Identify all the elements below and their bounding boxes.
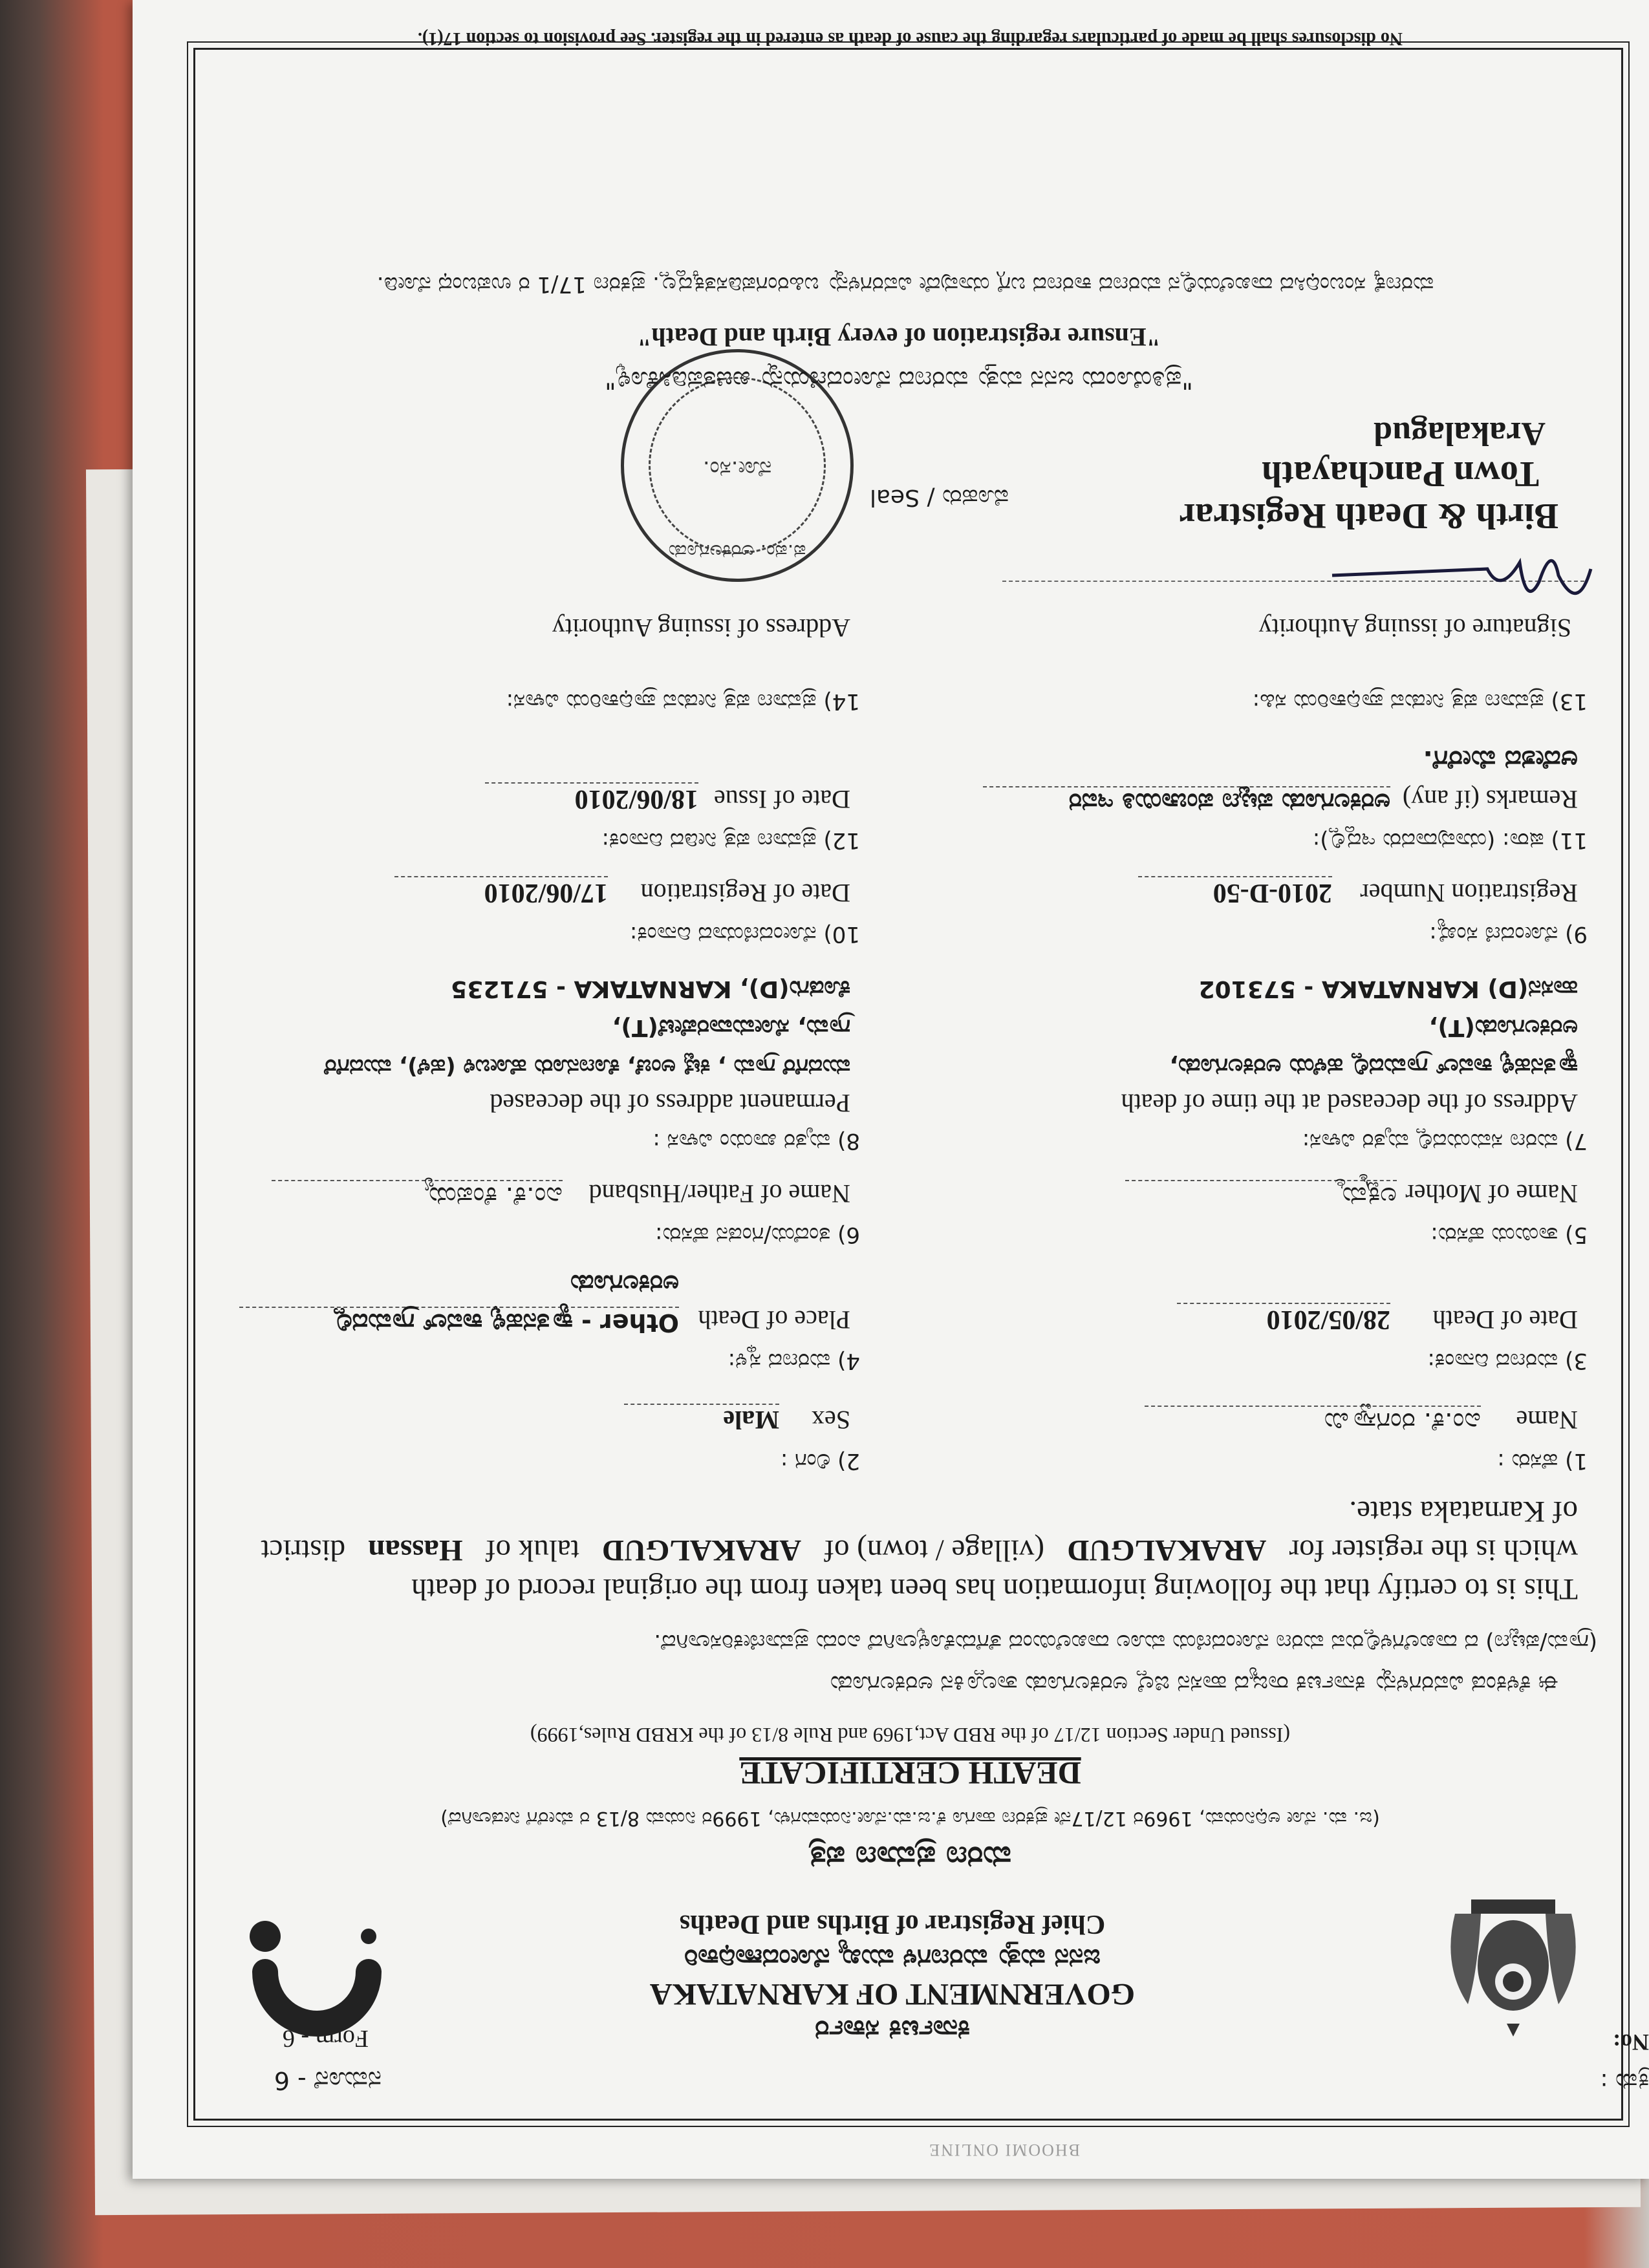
issue-date-label: Date of Issue <box>713 785 850 814</box>
slogan-en: "Ensure registration of every Birth and Death" <box>637 323 1161 352</box>
registration-date-label: Date of Registration <box>640 879 850 908</box>
registrar-title-en: Chief Registrar of Births and Deaths <box>679 1909 1106 1939</box>
footer-note-en: No disclosures shall be made of particulars regarding the cause of death as entered in the register. See provision to section 17(1). <box>417 28 1403 48</box>
authority-address-label: Address of issuing Authority <box>552 614 850 643</box>
remarks-value-line2: ಆದೇಶದ ಮೇರೆಗೆ. <box>1423 745 1578 775</box>
certificate-paper <box>133 0 1649 2179</box>
sex-label: Sex <box>812 1406 850 1435</box>
registrar-title-kn: ಜನನ ಮತ್ತು ಮರಣಗಳ ಮುಖ್ಯ ನೋಂದಣಾಧಿಕಾರಿ <box>684 1943 1101 1973</box>
handwritten-signature-icon <box>1326 530 1597 621</box>
field3-label-kn: 3) ಮರಣದ ದಿನಾಂಕ: <box>1427 1348 1588 1374</box>
name-label: Name <box>1516 1406 1578 1435</box>
form-number-en: Form - 6 <box>283 2025 369 2052</box>
field6-label-kn: 6) ತಂದೆಯ/ಗಂಡನ ಹೆಸರು: <box>655 1222 860 1248</box>
certificate-issued-kn: (ಜ. ಮ. ನೋ ಅಧಿನಿಯಮ, 1969ರ 12/17ನೇ ಪ್ರಕರಣ ಹಾಗೂ ಕೆ.ಜ.ಮ.ನೋ.ನಿಯಮಗಳು, 1999ರ ನಿಯಮ 8/13 ರ ಮೇರೆಗೆ ನೀಡಲಾಗಿದೆ) <box>440 1807 1380 1830</box>
registration-number-label: Registration Number <box>1360 879 1578 908</box>
footer-note-kn: ಮರಣಕ್ಕೆ ಸಂಬಂಧಿಸಿದ ದಾಖಲೆಯಲ್ಲಿನ ಮರಣದ ಕಾರಣದ ಬಗ್ಗೆ ಯಾವುದೇ ವಿವರಗಳನ್ನು ಬಹಿರಂಗಪಡಿಸತಕ್ಕದ್ದಲ್ಲ. ಪ್ರಕರಣ 17/1 ರ ಉಪಬಂಧ ನೋಡಿ. <box>376 272 1434 297</box>
address-at-death-value-2: ಅರಕಲಗೂಡು(T), <box>1428 1014 1578 1041</box>
field7-label-kn: 7) ಮರಣ ಸಮಯದಲ್ಲಿ ಮೃತರ ವಿಳಾಸ: <box>1302 1128 1588 1154</box>
father-name-value: ಎಂ.ಕೆ. ಕೆಂಪಯ್ಯ <box>272 1180 563 1211</box>
district-value: Hassan <box>368 1534 463 1567</box>
permanent-address-value-2: ಗ್ರಾಮ, ಸೋಮವಾರಪೇಟೆ(T), <box>612 1014 850 1041</box>
government-title-en: GOVERNMENT OF KARNATAKA <box>649 1977 1136 2011</box>
certify-line2-kn: (ಗ್ರಾಮ/ಪಟ್ಟಣ) ದ ದಾಖಲೆಗಳಲ್ಲಿರುವ ಮರಣ ನೋಂದಣಿಯ ಮೂಲ ದಾಖಲೆಯಿಂದ ತೆಗೆದುಕೊಳ್ಳಲಾಗಿದೆ ಎಂದು ಪ್ರಮಾಣೀಕರಿಸಲಾಗಿದೆ. <box>654 1629 1597 1655</box>
place-of-death-value: Other - ಕ್ಯಾತನಹಳ್ಳಿ ಕಾವಲ್ ಗ್ರಾಮದಲ್ಲಿ <box>239 1307 679 1337</box>
certify-line2-en <box>261 1533 1578 1568</box>
name-value: ಎಂ.ಕೆ. ರಂಗಸ್ವಾಮಿ <box>1145 1406 1481 1437</box>
field1-label-kn: 1) ಹೆಸರು : <box>1497 1448 1588 1474</box>
seal-ring-text: ಪ.ಪಂ. ಅರಕಲಗೂಡು <box>668 540 806 562</box>
certify-text-d: district <box>261 1534 346 1567</box>
slogan-kn: "ಪ್ರತಿಯೊಂದು ಜನನ ಮತ್ತು ಮರಣದ ನೋಂದಣಿಯನ್ನು ಖಚಿತಪಡಿಸಿಕೊಳ್ಳಿ" <box>605 366 1193 394</box>
seal-label: ಮೊಹರು / Seal <box>869 484 1009 511</box>
field12-label-kn: 12) ಪ್ರಮಾಣ ಪತ್ರ ನೀಡಿದ ದಿನಾಂಕ: <box>601 828 860 853</box>
field5-label-kn: 5) ತಾಯಿಯ ಹೆಸರು: <box>1430 1222 1588 1248</box>
permanent-address-value-3: ಕೊಡಗು(D), KARNATAKA - 571235 <box>451 976 850 1002</box>
address-at-death-label: Address of the deceased at the time of death <box>1121 1089 1578 1118</box>
authority-line2: Town Panchayath <box>1262 454 1539 494</box>
field14-label-kn: 14) ಪ್ರಮಾಣ ಪತ್ರ ನೀಡುವ ಪ್ರಾಧಿಕಾರಿಯ ವಿಳಾಸ: <box>506 689 860 714</box>
field9-label-kn: 9) ನೋಂದಣಿ ಸಂಖ್ಯೆ: <box>1429 921 1588 947</box>
field10-label-kn: 10) ನೋಂದಣಿಯಾದ ದಿನಾಂಕ: <box>629 921 860 947</box>
certificate-title-en: DEATH CERTIFICATE <box>739 1755 1081 1792</box>
field2-label-kn: 2) ಲಿಂಗ : <box>780 1448 860 1474</box>
village-value: ARAKALGUD <box>1067 1534 1267 1567</box>
certificate-issued-en: (Issued Under Section 12/17 of the RBD Act,1969 and Rule 8/13 of the KRBD Rules,1999) <box>530 1724 1290 1747</box>
watermark-text: BHOOMI ONLINE <box>928 2141 1080 2159</box>
sex-value: Male <box>624 1404 779 1435</box>
place-of-death-value-line2: ಅರಕಲಗೂಡು <box>570 1270 679 1298</box>
field8-label-kn: 8) ಮೃತರ ಖಾಯಂ ವಿಳಾಸ : <box>652 1128 860 1154</box>
mother-name-label: Name of Mother <box>1405 1179 1578 1208</box>
form-number-kn: ನಮೂನೆ - 6 <box>274 2066 382 2095</box>
permanent-address-label: Permanent address of the deceased <box>490 1089 850 1118</box>
government-title-kn: ಕರ್ನಾಟಕ ಸರ್ಕಾರ <box>815 2015 970 2046</box>
seal-code-text: ನೋ.ಸಂ. <box>702 456 772 482</box>
issue-date-value: 18/06/2010 <box>485 782 698 815</box>
signature-label: Signature of issuing Authority <box>1258 614 1571 643</box>
field4-label-kn: 4) ಮರಣದ ಸ್ಥಳ: <box>727 1348 860 1374</box>
field11-label-kn: 11) ಷರಾ: (ಯಾವುದಾದರು ಇದ್ದಲ್ಲಿ): <box>1312 828 1588 853</box>
father-name-label: Name of Father/Husband <box>588 1179 850 1208</box>
certify-text-a: which is the register for <box>1289 1534 1578 1567</box>
authority-line3: Arakalagud <box>1374 415 1546 452</box>
certificate-title-kn: ಮರಣ ಪ್ರಮಾಣ ಪತ್ರ <box>809 1840 1011 1875</box>
registration-date-value: 17/06/2010 <box>394 876 608 908</box>
address-at-death-value-3: ಹಾಸನ(D) KARNATAKA - 573102 <box>1198 976 1578 1002</box>
certify-text-b: (village / town) of <box>824 1534 1044 1567</box>
certify-line1-kn: ಈ ಕೆಳಕಂಡ ವಿವರಗಳನ್ನು ಕರ್ನಾಟಕ ರಾಜ್ಯದ ಹಾಸನ ಜಿಲ್ಲೆ ಅರಕಲಗೂಡು ತಾಲ್ಲೂಕಿನ ಅರಕಲಗೂಡು <box>830 1671 1558 1697</box>
place-of-death-label: Place of Death <box>698 1305 850 1334</box>
date-of-death-value: 28/05/2010 <box>1177 1303 1390 1335</box>
state-emblem-icon <box>1416 1888 1610 2043</box>
date-of-death-label: Date of Death <box>1432 1305 1578 1334</box>
remarks-label: Remarks (if any) <box>1402 785 1578 814</box>
certify-text-c: taluk of <box>485 1534 579 1567</box>
certificate-content <box>133 0 1649 2179</box>
mother-name-value: ಲಕ್ಷ್ಮಮ್ಮ <box>1125 1180 1397 1211</box>
remarks-value: ಅರಕಲಗೂಡು ಪಟ್ಟಣ ಪಂಚಾಯಿತಿ ಇವರ <box>983 786 1390 817</box>
bhoomi-logo-icon <box>239 1907 394 2037</box>
certify-line1-en: This is to certify that the following information has been taken from the original record of death <box>411 1572 1578 1606</box>
no-label: No: <box>1613 2029 1649 2055</box>
permanent-address-value-1: ಮುದಗೆರೆ ಗ್ರಾಮ , ಕಟ್ಟೆ ಅಂಚೆ, ಕೊಣನೂರು ಹೋಬಳಿ (ಹಳೆ), ಮುದಗೆರೆ <box>324 1054 850 1080</box>
registration-number-value: 2010-D-50 <box>1138 876 1332 908</box>
address-at-death-value-1: ಕ್ಯಾತನಹಳ್ಳಿ ಕಾವಲ್ ಗ್ರಾಮದಲ್ಲಿ ಹಳೆಯ ಅರಕಲಗೂಡು, <box>1169 1053 1578 1080</box>
authority-line1: Birth & Death Registrar <box>1179 496 1558 536</box>
certify-line3-en: of Karnataka state. <box>1349 1495 1578 1528</box>
town-value: ARAKALGUD <box>601 1534 802 1567</box>
serial-label: ಕ್ರಮ : <box>1600 2068 1649 2095</box>
field13-label-kn: 13) ಪ್ರಮಾಣ ಪತ್ರ ನೀಡುವ ಪ್ರಾಧಿಕಾರಿಯ ಸಹಿ: <box>1252 689 1588 714</box>
